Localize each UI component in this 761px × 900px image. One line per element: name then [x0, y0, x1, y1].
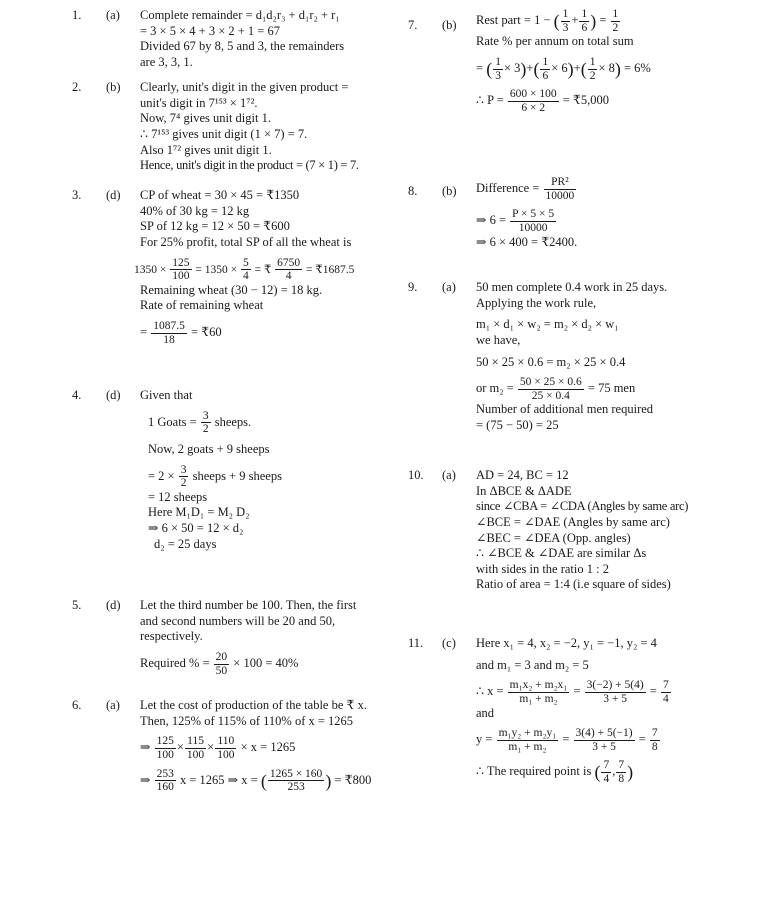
- fraction: $\frac{\text{m₁y₂ + m₂y₁}}{\text{m₁ + m₂}}$: [498, 727, 557, 753]
- solution-line: ⇒ 6 × 50 = 12 × d₂: [148, 521, 244, 536]
- answer-option: (b): [106, 80, 121, 94]
- solution-line: with sides in the ratio 1 : 2: [476, 561, 609, 576]
- solution-line: ⇒ 6 × 400 = ₹2400.: [476, 234, 578, 249]
- question-number: 6.: [72, 698, 82, 712]
- solution-line: ∴ 7¹⁵³ gives unit digit (1 × 7) = 7.: [140, 126, 308, 141]
- equation-line: ⇒ $\frac{253}{160}$ x = 1265 ⇒ x = ( $\frac{1265 \times 160}{253}$ ) = ₹800: [140, 767, 372, 794]
- equation-line: 1 Goats = $\frac{3}{2}$ sheeps.: [148, 409, 252, 436]
- solution-line: ∠BCE = ∠DAE (Angles by same arc): [476, 514, 670, 529]
- solution-line: since ∠CBA = ∠CDA (Angles by same arc): [476, 499, 689, 514]
- fraction: $\frac{50 \times 25 \times 0.6}{25 \times 0.4}$: [519, 376, 582, 402]
- fraction: $\frac{3}{2}$: [202, 409, 209, 436]
- solution-line: = 3 × 5 × 4 + 3 × 2 + 1 = 67: [140, 23, 280, 38]
- equation-line: Difference = $\frac{\text{PR²}}{10000}$: [476, 176, 575, 202]
- solution-4: [72, 388, 402, 598]
- fraction: $\frac{600 \times 100}{6 \times 2}$: [509, 88, 557, 114]
- equation-line: ∴ The required point is ( $\frac{7}{4}$ , $\frac{7}{8}$ ): [476, 759, 634, 786]
- equation-line: 1350 × $\frac{125}{100}$ = 1350 × $\frac{5}{4}$ = ₹ $\frac{6750}{4}$ = ₹1687.5: [134, 256, 355, 283]
- solution-line: and second numbers will be 20 and 50,: [140, 613, 336, 628]
- solution-3: [72, 188, 402, 388]
- solution-line: Remaining wheat (30 − 12) = 18 kg.: [140, 282, 323, 297]
- question-number: 9.: [408, 280, 418, 294]
- solution-line: = 12 sheeps: [148, 489, 208, 504]
- solution-11: [408, 636, 748, 846]
- fraction: $\frac{1}{3}$: [495, 55, 501, 82]
- fraction: $\frac{3(4) + 5(-1)}{3 + 5}$: [575, 727, 633, 753]
- solution-line: we have,: [476, 332, 521, 347]
- answer-option: (b): [442, 184, 457, 198]
- fraction: $\frac{1}{6}$: [542, 55, 549, 82]
- fraction: $\frac{7}{8}$: [651, 727, 658, 753]
- equation-line: ⇒ 6 = $\frac{P \times 5 \times 5}{10000}$: [476, 208, 555, 234]
- solution-line: respectively.: [140, 629, 203, 644]
- fraction: $\frac{5}{4}$: [242, 256, 249, 283]
- solution-line: ∴ ∠BCE & ∠DAE are similar Δs: [476, 546, 647, 561]
- answer-option: (d): [106, 598, 121, 612]
- question-number: 11.: [408, 636, 424, 650]
- question-number: 1.: [72, 8, 82, 22]
- solution-line: CP of wheat = 30 × 45 = ₹1350: [140, 188, 300, 202]
- solution-line: Rate of remaining wheat: [140, 298, 264, 313]
- fraction: $\frac{7}{4}$: [603, 759, 610, 786]
- solution-line: Divided 67 by 8, 5 and 3, the remainders: [140, 39, 345, 54]
- question-number: 4.: [72, 388, 82, 402]
- fraction: $\frac{7}{8}$: [618, 759, 625, 786]
- solution-line: Now, 2 goats + 9 sheeps: [148, 441, 270, 456]
- fraction: $\frac{6750}{4}$: [277, 256, 301, 283]
- fraction: $\frac{1265 \times 160}{253}$: [269, 767, 323, 794]
- answer-option: (d): [106, 188, 121, 202]
- solution-line: Hence, unit's digit in the product = (7 × 1) = 7.: [140, 158, 359, 173]
- solution-line: SP of 12 kg = 12 × 50 = ₹600: [140, 219, 290, 234]
- solution-line: Here M₁D₁ = M₂ D₂: [148, 505, 250, 520]
- fraction: $\frac{P \times 5 \times 5}{10000}$: [512, 208, 555, 234]
- question-number: 2.: [72, 80, 82, 94]
- solution-line: 40% of 30 kg = 12 kg: [140, 203, 250, 218]
- solution-7: [408, 8, 748, 176]
- solution-line: d₂ = 25 days: [154, 536, 217, 551]
- fraction: $\frac{115}{100}$: [186, 735, 205, 761]
- right-column: [408, 8, 748, 846]
- fraction: $\frac{110}{100}$: [217, 735, 235, 761]
- answer-option: (a): [106, 8, 120, 22]
- answer-option: (d): [106, 388, 121, 402]
- fraction: $\frac{1}{2}$: [589, 55, 596, 82]
- equation-line: y = $\frac{\text{m₁y₂ + m₂y₁}}{\text{m₁ + m₂}}$ = $\frac{3(4) + 5(-1)}{3 + 5}$ = $\frac{7}{8}$: [476, 727, 658, 753]
- answer-option: (a): [442, 468, 456, 482]
- solution-line: Then, 125% of 115% of 110% of x = 1265: [140, 713, 354, 728]
- solution-line: Also 1⁷² gives unit digit 1.: [140, 142, 272, 157]
- solution-9: [408, 280, 748, 468]
- fraction: $\frac{1}{2}$: [612, 8, 619, 34]
- solution-2: [72, 80, 402, 188]
- solution-line: Rate % per annum on total sum: [476, 34, 634, 49]
- fraction: $\frac{1}{6}$: [581, 8, 588, 34]
- equation-line: or m₂ = $\frac{50 \times 25 \times 0.6}{25 \times 0.4}$ = 75 men: [476, 376, 636, 402]
- fraction: $\frac{7}{4}$: [662, 679, 669, 705]
- equation-line: ∴ x = $\frac{\text{m₁x₂ + m₂x₁}}{\text{m₁ + m₂}}$ = $\frac{3(-2) + 5(4)}{3 + 5}$ = $\frac{7}{4}$: [476, 679, 669, 705]
- solution-1: [72, 8, 402, 80]
- solution-line: Given that: [140, 388, 193, 402]
- solution-line: Here x₁ = 4, x₂ = −2, y₁ = −1, y₂ = 4: [476, 636, 657, 650]
- solution-line: Clearly, unit's digit in the given product =: [140, 80, 349, 94]
- solution-line: 50 men complete 0.4 work in 25 days.: [476, 280, 668, 294]
- question-number: 8.: [408, 184, 418, 198]
- equation-line: = 2 × $\frac{3}{2}$ sheeps + 9 sheeps: [148, 463, 282, 490]
- equation-line: Rest part = 1 − ( $\frac{1}{3}$ + $\frac{1}{6}$ ) = $\frac{1}{2}$: [476, 8, 619, 34]
- solution-line: Let the cost of production of the table be ₹ x.: [140, 698, 367, 712]
- fraction: $\frac{1087.5}{18}$: [153, 320, 185, 346]
- answer-option: (c): [442, 636, 456, 650]
- question-number: 3.: [72, 188, 82, 202]
- solution-line: For 25% profit, total SP of all the wheat is: [140, 234, 352, 249]
- equation-line: = ( $\frac{1}{3}$ × 3)+( $\frac{1}{6}$ × 6)+( $\frac{1}{2}$ × 8) = 6%: [476, 55, 651, 82]
- equation-line: Required % = $\frac{20}{50}$ × 100 = 40%: [140, 650, 299, 677]
- fraction: $\frac{3}{2}$: [180, 463, 187, 490]
- fraction: $\frac{253}{160}$: [156, 767, 174, 794]
- equation-line: ∴ P = $\frac{600 \times 100}{6 \times 2}$ = ₹5,000: [476, 88, 610, 114]
- solution-line: In ΔBCE & ΔADE: [476, 483, 572, 498]
- solution-line: and m₁ = 3 and m₂ = 5: [476, 657, 589, 672]
- fraction: $\frac{125}{100}$: [172, 256, 190, 283]
- solution-line: are 3, 3, 1.: [140, 54, 193, 69]
- answer-option: (a): [106, 698, 120, 712]
- left-column: [72, 8, 402, 848]
- fraction: $\frac{1}{3}$: [562, 8, 569, 34]
- solution-line: = (75 − 50) = 25: [476, 418, 559, 433]
- solution-line: Number of additional men required: [476, 402, 654, 417]
- solution-line: and: [476, 705, 495, 720]
- fraction: $\frac{3(-2) + 5(4)}{3 + 5}$: [586, 679, 644, 705]
- solution-line: Let the third number be 100. Then, the first: [140, 598, 357, 612]
- solution-line: m₁ × d₁ × w₂ = m₂ × d₂ × w₁: [476, 317, 619, 332]
- solution-10: [408, 468, 748, 636]
- fraction: $\frac{\text{m₁x₂ + m₂x₁}}{\text{m₁ + m₂}}$: [509, 679, 568, 705]
- fraction: $\frac{\text{PR²}}{10000}$: [545, 176, 575, 202]
- solution-line: AD = 24, BC = 12: [476, 468, 569, 482]
- solution-8: [408, 176, 748, 280]
- solution-line: 50 × 25 × 0.6 = m₂ × 25 × 0.4: [476, 354, 626, 369]
- question-number: 10.: [408, 468, 424, 482]
- question-number: 5.: [72, 598, 82, 612]
- solution-line: Now, 7⁴ gives unit digit 1.: [140, 111, 271, 126]
- equation-line: ⇒ $\frac{125}{100}$ × $\frac{115}{100}$ × $\frac{110}{100}$ × x = 1265: [140, 735, 296, 761]
- answer-option: (a): [442, 280, 456, 294]
- solution-line: ∠BEC = ∠DEA (Opp. angles): [476, 530, 631, 545]
- solution-line: Applying the work rule,: [476, 295, 597, 310]
- fraction: $\frac{125}{100}$: [156, 735, 174, 761]
- solution-line: Ratio of area = 1:4 (i.e square of sides): [476, 577, 671, 592]
- solution-line: unit's digit in 7¹⁵³ × 1⁷².: [140, 95, 258, 110]
- question-number: 7.: [408, 18, 418, 32]
- answer-option: (b): [442, 18, 457, 32]
- fraction: $\frac{20}{50}$: [215, 650, 228, 677]
- equation-line: = $\frac{1087.5}{18}$ = ₹60: [140, 320, 222, 346]
- solution-6: [72, 698, 402, 848]
- solution-line: Complete remainder = d₁d₂r₃ + d₁r₂ + r₁: [140, 8, 340, 22]
- solution-5: [72, 598, 402, 698]
